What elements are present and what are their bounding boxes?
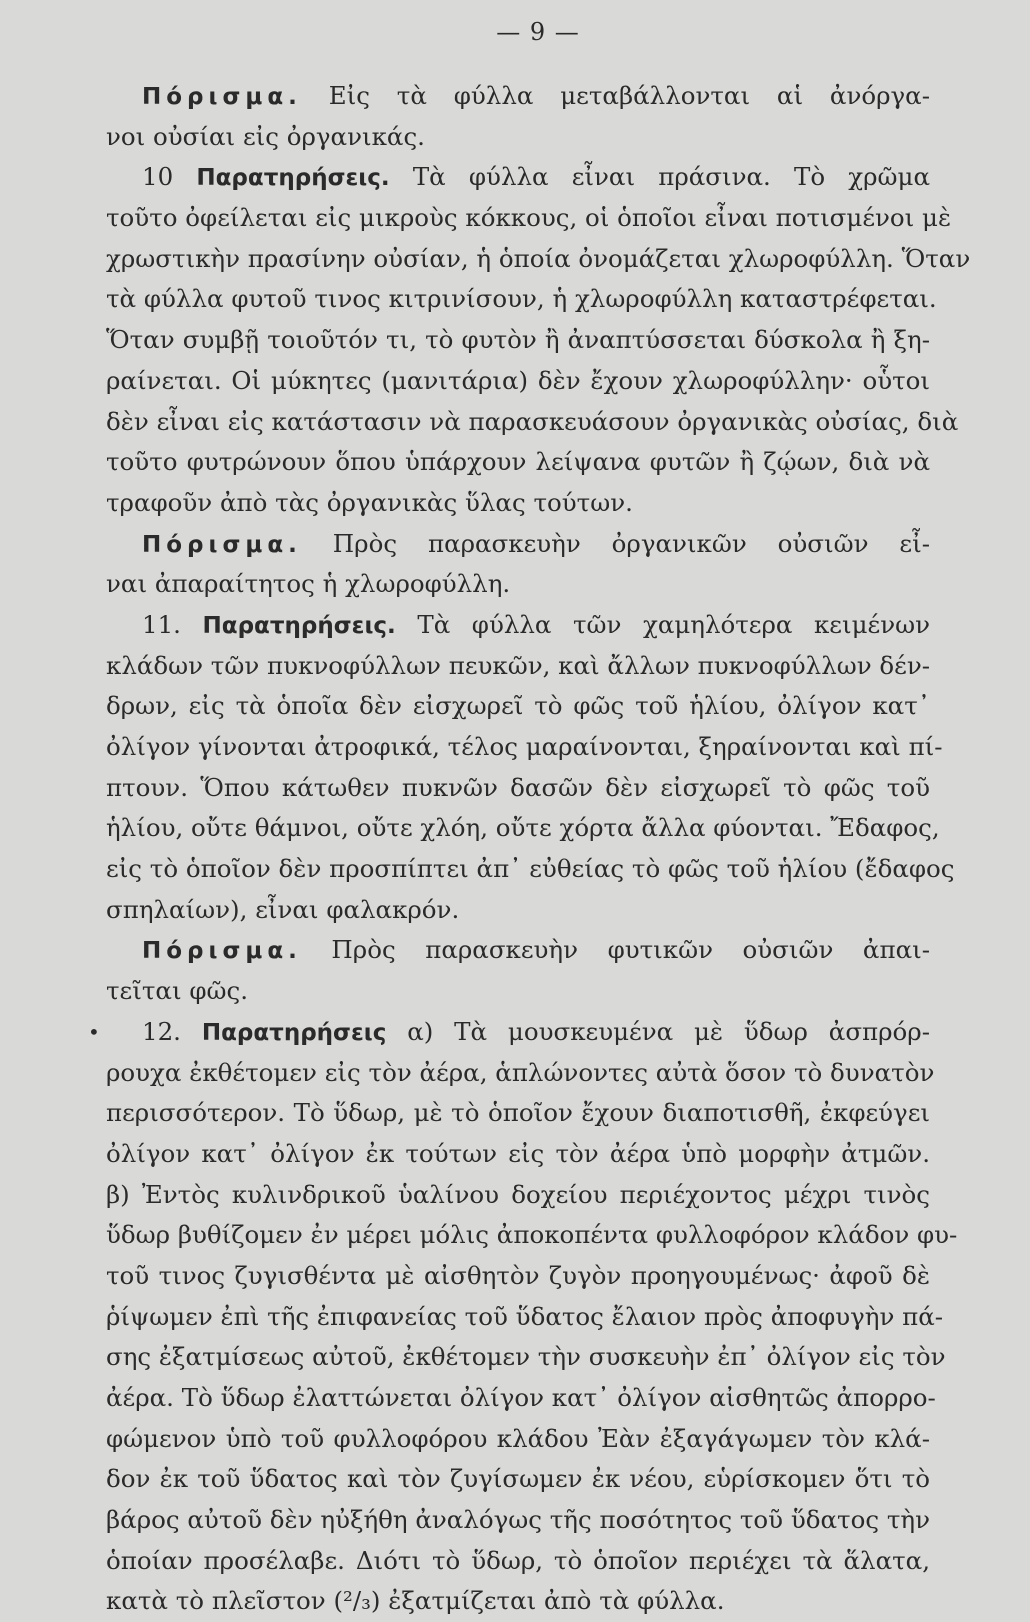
text-line: σπηλαίων), εἶναι φαλακρόν. xyxy=(106,894,460,924)
porisma-3-line-2: τεῖται φῶς. xyxy=(106,976,248,1006)
observations-11-line-1 xyxy=(106,605,930,646)
text-line: φώμενον ὑπὸ τοῦ φυλλοφόρου κλάδου Ἐὰν ἐξαγάγωμεν τὸν κλά- xyxy=(106,1423,930,1453)
text-line: ρουχα ἐκθέτομεν εἰς τὸν ἀέρα, ἁπλώνοντες αὐτὰ ὅσον τὸ δυνατὸν xyxy=(106,1057,935,1087)
text-line: δὲν εἶναι εἰς κατάστασιν νὰ παρασκευάσουν ὀργανικὰς οὐσίας, διὰ xyxy=(106,406,959,436)
margin-bullet: • xyxy=(88,1019,100,1044)
text-line: τοῦ τινος ζυγισθέντα μὲ αἰσθητὸν ζυγὸν προηγουμένως· ἀφοῦ δὲ xyxy=(106,1260,930,1290)
text-line: κλάδων τῶν πυκνοφύλλων πευκῶν, καὶ ἄλλων πυκνοφύλλων δέν- xyxy=(106,650,931,680)
text-line: σης ἐξατμίσεως αὐτοῦ, ἐκθέτομεν τὴν συσκευὴν ἐπ᾽ ὀλίγον εἰς τὸν xyxy=(106,1342,946,1372)
text-line: δρων, εἰς τὰ ὁποῖα δὲν εἰσχωρεῖ τὸ φῶς τοῦ ἡλίου, ὀλίγον κατ᾽ xyxy=(106,691,930,721)
text-line: βάρος αὐτοῦ δὲν ηὐξήθη ἀναλόγως τῆς ποσότητος τοῦ ὕδατος τὴν xyxy=(106,1505,930,1535)
porisma-1-text: Εἰς τὰ φύλλα μεταβάλλονται αἱ ἀνόργα- xyxy=(328,81,930,110)
text-line: ὁποίαν προσέλαβε. Διότι τὸ ὕδωρ, τὸ ὁποῖον περιέχει τὰ ἅλατα, xyxy=(106,1545,930,1575)
porisma-1-line-1 xyxy=(106,76,930,117)
porisma-3-heading: Πόρισμα. xyxy=(142,938,302,965)
text-line: τραφοῦν ἀπὸ τὰς ὀργανικὰς ὕλας τούτων. xyxy=(106,487,633,517)
observations-10-heading: Παρατηρήσεις. xyxy=(196,165,390,192)
text-line: β) Ἐντὸς κυλινδρικοῦ ὑαλίνου δοχείου περιέχοντος μέχρι τινὸς xyxy=(106,1179,930,1209)
observations-10-first-text: Τὰ φύλλα εἶναι πράσινα. Τὸ χρῶμα xyxy=(412,162,930,192)
porisma-2-line-1 xyxy=(106,524,930,565)
observations-10-line-1 xyxy=(106,157,930,198)
text-line: περισσότερον. Τὸ ὕδωρ, μὲ τὸ ὁποῖον ἔχουν διαποτισθῆ, ἐκφεύγει xyxy=(106,1098,930,1128)
text-line: τὰ φύλλα φυτοῦ τινος κιτρινίσουν, ἡ χλωροφύλλη καταστρέφεται. xyxy=(106,284,937,314)
porisma-2-heading: Πόρισμα. xyxy=(142,531,302,558)
text-line: ἡλίου, οὔτε θάμνοι, οὔτε χλόη, οὔτε χόρτα ἄλλα φύονται. Ἔδαφος, xyxy=(106,813,940,843)
text-line: ὀλίγον γίνονται ἀτροφικά, τέλος μαραίνονται, ξηραίνονται καὶ πί- xyxy=(106,732,943,761)
porisma-1-heading: Πόρισμα. xyxy=(142,84,302,110)
text-line: εἰς τὸ ὁποῖον δὲν προσπίπτει ἀπ᾽ εὐθείας τὸ φῶς τοῦ ἡλίου (ἔδαφος xyxy=(106,854,955,884)
observations-12-number: 12. xyxy=(142,1016,181,1046)
porisma-3-line-1 xyxy=(106,930,930,971)
observations-12-line-1 xyxy=(88,1012,930,1053)
porisma-3-text: Πρὸς παρασκευὴν φυτικῶν οὐσιῶν ἀπαι- xyxy=(331,935,930,965)
porisma-1-line-2: νοι οὐσίαι εἰς ὀργανικάς. xyxy=(106,121,425,151)
text-line: πτουν. Ὅπου κάτωθεν πυκνῶν δασῶν δὲν εἰσχωρεῖ τὸ φῶς τοῦ xyxy=(106,772,930,802)
observations-11-first-text: Τὰ φύλλα τῶν χαμηλότερα κειμένων xyxy=(417,609,930,639)
text-line: ἀέρα. Τὸ ὕδωρ ἐλαττώνεται ὀλίγον κατ᾽ ὀλίγον αἰσθητῶς ἀπορρο- xyxy=(106,1383,936,1412)
text-line: ῥίψωμεν ἐπὶ τῆς ἐπιφανείας τοῦ ὕδατος ἔλαιον πρὸς ἀποφυγὴν πά- xyxy=(106,1301,944,1331)
porisma-2-line-2: ναι ἀπαραίτητος ἡ χλωροφύλλη. xyxy=(106,569,511,599)
text-line: ραίνεται. Οἱ μύκητες (μανιτάρια) δὲν ἔχουν χλωροφύλλην· οὗτοι xyxy=(106,365,930,395)
observations-12-heading: Παρατηρήσεις xyxy=(201,1019,387,1046)
text-line: Ὅταν συμβῇ τοιοῦτόν τι, τὸ φυτὸν ἢ ἀναπτύσσεται δύσκολα ἢ ξη- xyxy=(106,325,930,355)
observations-10-number: 10 xyxy=(142,162,174,192)
page-number: — 9 — xyxy=(496,18,580,46)
observations-11-heading: Παρατηρήσεις. xyxy=(202,612,396,639)
text-line: δον ἐκ τοῦ ὕδατος καὶ τὸν ζυγίσωμεν ἐκ νέου, εὑρίσκομεν ὅτι τὸ xyxy=(106,1464,930,1494)
text-line: τοῦτο φυτρώνουν ὅπου ὑπάρχουν λείψανα φυτῶν ἢ ζῴων, διὰ νὰ xyxy=(106,447,930,477)
text-line: κατὰ τὸ πλεῖστον (²/₃) ἐξατμίζεται ἀπὸ τὰ φύλλα. xyxy=(106,1586,725,1616)
observations-11-number: 11. xyxy=(142,609,181,639)
observations-12-first-text: α) Τὰ μουσκευμένα μὲ ὕδωρ ἀσπρόρ- xyxy=(407,1016,930,1046)
porisma-2-text: Πρὸς παρασκευὴν ὀργανικῶν οὐσιῶν εἶ- xyxy=(332,528,930,558)
text-line: τοῦτο ὀφείλεται εἰς μικροὺς κόκκους, οἱ ὁποῖοι εἶναι ποτισμένοι μὲ xyxy=(106,203,952,233)
text-line: ὀλίγον κατ᾽ ὀλίγον ἐκ τούτων εἰς τὸν ἀέρα ὑπὸ μορφὴν ἀτμῶν. xyxy=(106,1138,930,1168)
text-line: χρωστικὴν πρασίνην οὐσίαν, ἡ ὁποία ὀνομάζεται χλωροφύλλη. Ὅταν xyxy=(106,243,971,273)
text-line: ὕδωρ βυθίζομεν ἐν μέρει μόλις ἀποκοπέντα φυλλοφόρον κλάδον φυ- xyxy=(106,1220,958,1250)
